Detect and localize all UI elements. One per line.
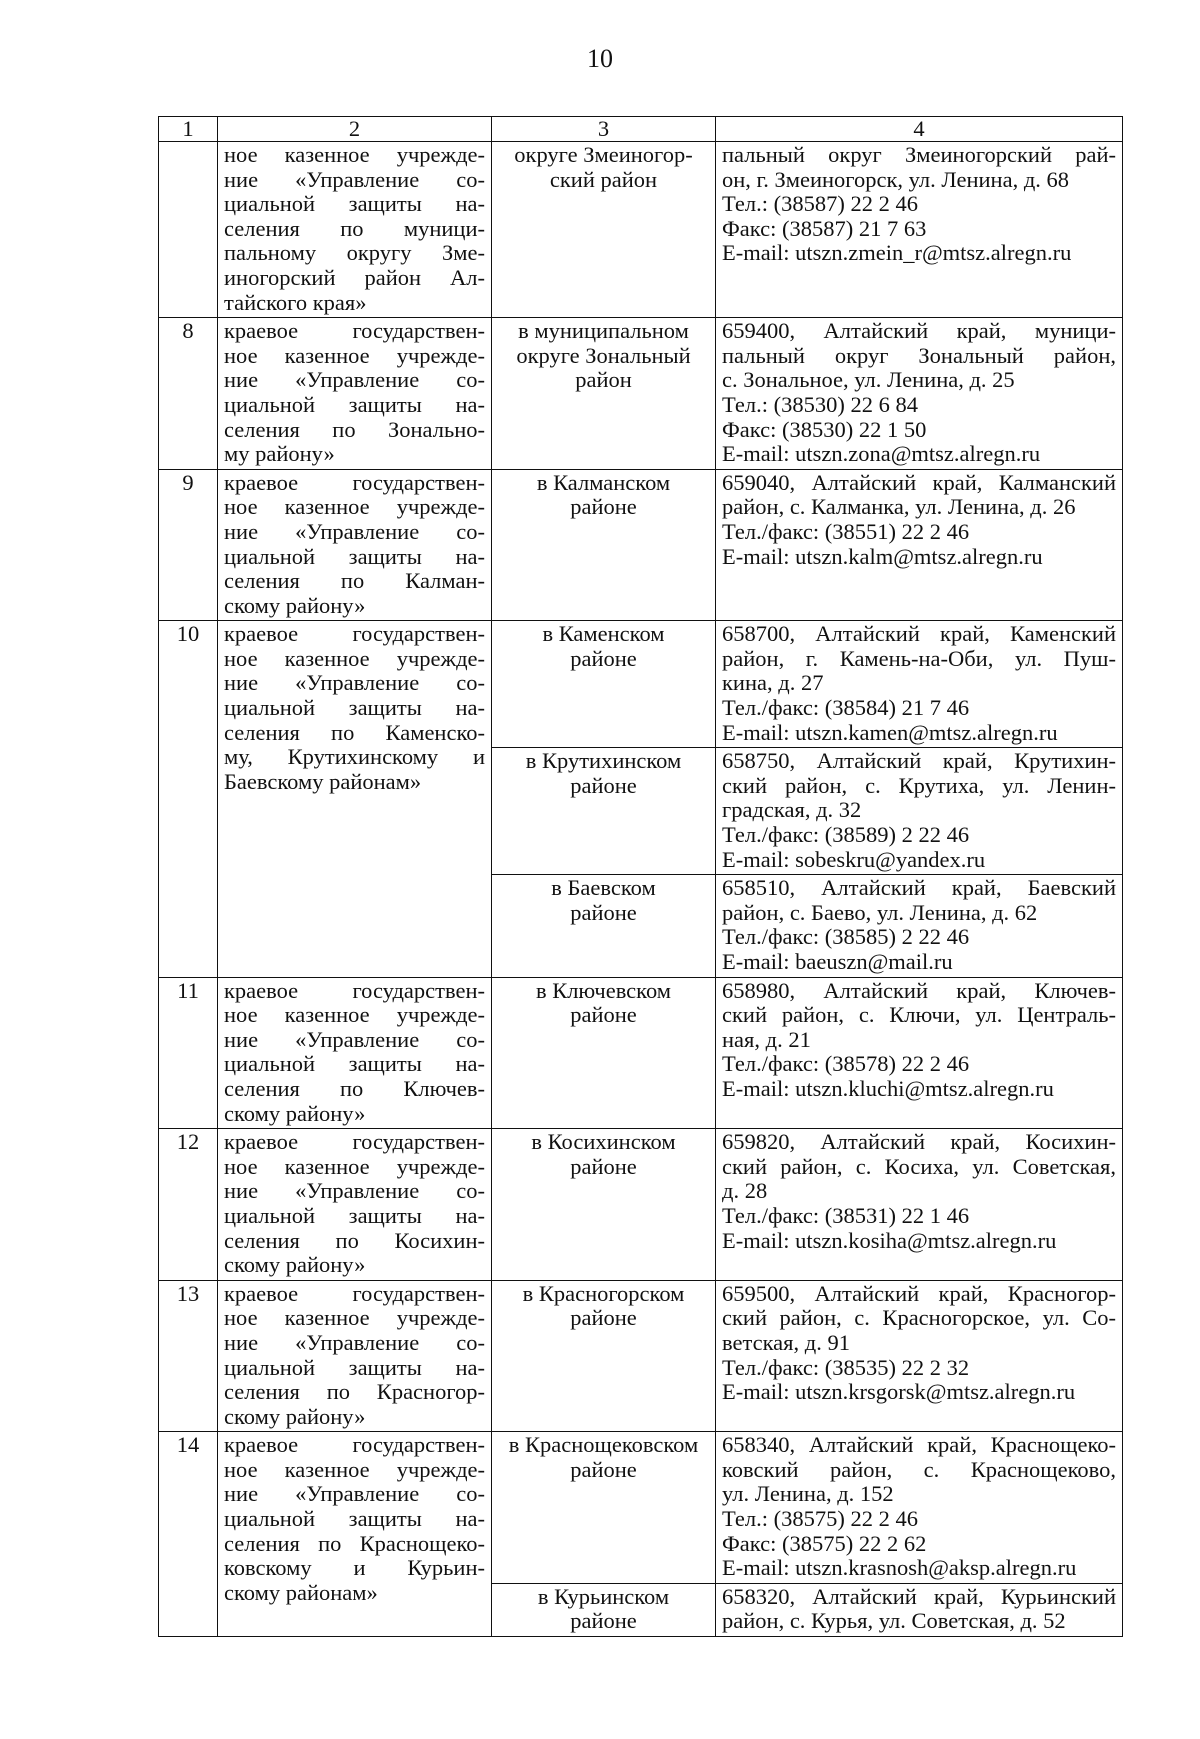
contact-line: Тел./факс: (38578) 22 2 46 xyxy=(722,1051,970,1077)
table-row xyxy=(159,1129,1123,1281)
text-line: районе xyxy=(570,494,637,520)
row-number: 14 xyxy=(159,1432,218,1637)
text-line: циальной защиты на- xyxy=(224,391,485,417)
text-line: селения по Зонально- xyxy=(224,416,485,442)
district-location xyxy=(492,1432,716,1584)
text-line: районе xyxy=(570,1608,637,1634)
district-location xyxy=(492,621,716,748)
contact-line: Тел./факс: (38585) 2 22 46 xyxy=(722,924,970,950)
text-line: тайского края» xyxy=(224,289,367,315)
text-line: районе xyxy=(570,1456,637,1482)
address-line: ский район, с. Косиха, ул. Советская, xyxy=(722,1153,1116,1179)
address-line: район, с. Калманка, ул. Ленина, д. 26 xyxy=(722,494,1076,520)
address-line: 659040, Алтайский край, Калманский xyxy=(722,469,1116,495)
address-line: ский район, с. Красногорское, ул. Со- xyxy=(722,1305,1116,1331)
table-row xyxy=(159,318,1123,470)
address-line: с. Зональное, ул. Ленина, д. 25 xyxy=(722,367,1015,393)
text-line: ное казенное учрежде- xyxy=(224,1305,485,1331)
address-line: пальный округ Зональный район, xyxy=(722,342,1116,368)
text-line: ное казенное учрежде- xyxy=(224,494,485,520)
contact-line: Тел.: (38530) 22 6 84 xyxy=(722,391,918,417)
text-line: ние «Управление со- xyxy=(224,367,485,393)
address-line: пальный округ Змеиногорский рай- xyxy=(722,142,1116,167)
district-location xyxy=(492,318,716,470)
contact-line: E-mail: utszn.krsgorsk@mtsz.alregn.ru xyxy=(722,1379,1076,1405)
contact-line: Факс: (38575) 22 2 62 xyxy=(722,1530,927,1556)
text-line: районе xyxy=(570,645,637,671)
text-line: ние «Управление со- xyxy=(224,1481,485,1507)
text-line: в Курьинском xyxy=(537,1583,670,1609)
text-line: районе xyxy=(570,1305,637,1331)
table-row xyxy=(159,1432,1123,1584)
address-line: 659400, Алтайский край, муници- xyxy=(722,318,1116,344)
text-line: селения по Краснощеко- xyxy=(224,1530,485,1556)
contact-address xyxy=(716,1129,1123,1281)
text-line: ное казенное учрежде- xyxy=(224,645,485,671)
row-number: 12 xyxy=(159,1129,218,1281)
text-line: селения по Ключев- xyxy=(224,1075,485,1101)
contact-line: Тел./факс: (38551) 22 2 46 xyxy=(722,518,970,544)
text-line: краевое государствен- xyxy=(224,621,485,647)
text-line: ский район xyxy=(549,166,658,192)
address-line: д. 28 xyxy=(722,1178,768,1204)
address-line: градская, д. 32 xyxy=(722,797,862,823)
text-line: ние «Управление со- xyxy=(224,670,485,696)
text-line: в муниципальном xyxy=(518,318,689,344)
column-number-4: 4 xyxy=(716,117,1123,142)
text-line: ние «Управление со- xyxy=(224,1178,485,1204)
text-line: скому району» xyxy=(224,592,366,618)
row-number: 9 xyxy=(159,469,218,621)
social-protection-offices-table xyxy=(158,116,1123,1637)
text-line: в Краснощековском xyxy=(508,1432,699,1458)
text-line: циальной защиты на- xyxy=(224,1506,485,1532)
text-line: циальной защиты на- xyxy=(224,695,485,721)
institution-name xyxy=(218,977,492,1129)
institution-name xyxy=(218,1129,492,1281)
row-number xyxy=(159,142,218,318)
contact-line: E-mail: sobeskru@yandex.ru xyxy=(722,846,986,872)
address-line: ковский район, с. Краснощеково, xyxy=(722,1456,1116,1482)
text-line: ное казенное учрежде- xyxy=(224,342,485,368)
address-line: 659820, Алтайский край, Косихин- xyxy=(722,1129,1116,1155)
text-line: в Баевском xyxy=(551,875,656,901)
contact-address xyxy=(716,748,1123,875)
contact-line: E-mail: utszn.kamen@mtsz.alregn.ru xyxy=(722,719,1058,745)
text-line: районе xyxy=(570,899,637,925)
contact-line: E-mail: baeuszn@mail.ru xyxy=(722,949,953,974)
text-line: ковскому и Курьин- xyxy=(224,1555,485,1581)
text-line: в Крутихинском xyxy=(525,748,682,774)
institution-name xyxy=(218,142,492,318)
address-line: 658980, Алтайский край, Ключев- xyxy=(722,977,1116,1003)
address-line: 659500, Алтайский край, Красногор- xyxy=(722,1280,1116,1306)
district-location xyxy=(492,469,716,621)
text-line: краевое государствен- xyxy=(224,977,485,1003)
text-line: районе xyxy=(570,772,637,798)
text-line: ние «Управление со- xyxy=(224,1026,485,1052)
text-line: селения по Калман- xyxy=(224,568,485,594)
text-line: ное казенное учрежде- xyxy=(224,142,485,167)
text-line: селения по муници- xyxy=(224,215,485,241)
institution-name xyxy=(218,469,492,621)
text-line: районе xyxy=(570,1002,637,1028)
contact-line: E-mail: utszn.krasnosh@aksp.alregn.ru xyxy=(722,1555,1077,1581)
table-row xyxy=(159,469,1123,621)
text-line: селения по Косихин- xyxy=(224,1227,485,1253)
table-row xyxy=(159,977,1123,1129)
text-line: в Каменском xyxy=(542,621,665,647)
contact-line: Тел.: (38575) 22 2 46 xyxy=(722,1506,918,1532)
text-line: селения по Каменско- xyxy=(224,719,485,745)
contact-address xyxy=(716,469,1123,621)
institution-name xyxy=(218,621,492,977)
contact-line: E-mail: utszn.zmein_r@mtsz.alregn.ru xyxy=(722,240,1072,266)
contact-line: Тел./факс: (38589) 2 22 46 xyxy=(722,822,970,848)
contact-line: Факс: (38587) 21 7 63 xyxy=(722,215,927,241)
text-line: циальной защиты на- xyxy=(224,1051,485,1077)
contact-address xyxy=(716,621,1123,748)
row-number: 8 xyxy=(159,318,218,470)
text-line: в Красногорском xyxy=(522,1280,685,1306)
text-line: ное казенное учрежде- xyxy=(224,1153,485,1179)
district-location xyxy=(492,977,716,1129)
address-line: район, с. Курья, ул. Советская, д. 52 xyxy=(722,1608,1066,1634)
text-line: районе xyxy=(570,1153,637,1179)
row-number: 11 xyxy=(159,977,218,1129)
district-location xyxy=(492,1280,716,1432)
text-line: краевое государствен- xyxy=(224,318,485,344)
address-line: он, г. Змеиногорск, ул. Ленина, д. 68 xyxy=(722,166,1070,192)
page-number: 10 xyxy=(587,44,613,73)
text-line: ное казенное учрежде- xyxy=(224,1002,485,1028)
contact-line: Факс: (38530) 22 1 50 xyxy=(722,416,927,442)
address-line: ский район, с. Крутиха, ул. Ленин- xyxy=(722,772,1116,798)
text-line: циальной защиты на- xyxy=(224,191,485,217)
column-number-1: 1 xyxy=(159,117,218,142)
text-line: ние «Управление со- xyxy=(224,518,485,544)
contact-address xyxy=(716,977,1123,1129)
text-line: округе Змеиногор- xyxy=(514,142,693,167)
text-line: ное казенное учрежде- xyxy=(224,1456,485,1482)
text-line: скому районам» xyxy=(224,1579,378,1605)
contact-address xyxy=(716,875,1123,977)
text-line: краевое государствен- xyxy=(224,1280,485,1306)
address-line: район, г. Камень-на-Оби, ул. Пуш- xyxy=(722,645,1116,671)
address-line: ул. Ленина, д. 152 xyxy=(722,1481,894,1507)
table-row xyxy=(159,1280,1123,1432)
text-line: му району» xyxy=(224,441,335,467)
address-line: 658510, Алтайский край, Баевский xyxy=(722,875,1116,901)
address-line: ветская, д. 91 xyxy=(722,1329,850,1355)
table-row xyxy=(159,621,1123,748)
text-line: краевое государствен- xyxy=(224,469,485,495)
contact-line: E-mail: utszn.kosiha@mtsz.alregn.ru xyxy=(722,1227,1057,1253)
district-location xyxy=(492,142,716,318)
text-line: му, Крутихинскому и xyxy=(224,744,485,770)
text-line: циальной защиты на- xyxy=(224,543,485,569)
district-location xyxy=(492,748,716,875)
text-line: циальной защиты на- xyxy=(224,1202,485,1228)
address-line: район, с. Баево, ул. Ленина, д. 62 xyxy=(722,899,1038,925)
contact-address xyxy=(716,318,1123,470)
text-line: иногорский район Ал- xyxy=(224,264,485,290)
contact-line: Тел./факс: (38531) 22 1 46 xyxy=(722,1202,970,1228)
text-line: ние «Управление со- xyxy=(224,166,485,192)
contact-address xyxy=(716,1280,1123,1432)
row-number: 13 xyxy=(159,1280,218,1432)
contact-line: Тел./факс: (38535) 22 2 32 xyxy=(722,1354,970,1380)
contact-line: Тел./факс: (38584) 21 7 46 xyxy=(722,695,970,721)
text-line: в Ключевском xyxy=(535,977,672,1003)
text-line: в Калманском xyxy=(536,469,671,495)
contact-line: E-mail: utszn.zona@mtsz.alregn.ru xyxy=(722,441,1041,467)
address-line: 658700, Алтайский край, Каменский xyxy=(722,621,1116,647)
column-number-2: 2 xyxy=(218,117,492,142)
table-header-row xyxy=(159,117,1123,142)
institution-name xyxy=(218,1432,492,1637)
address-line: 658320, Алтайский край, Курьинский xyxy=(722,1583,1116,1609)
district-location xyxy=(492,875,716,977)
text-line: скому району» xyxy=(224,1403,366,1429)
text-line: Баевскому районам» xyxy=(224,768,422,794)
column-number-3: 3 xyxy=(492,117,716,142)
text-line: селения по Красногор- xyxy=(224,1379,485,1405)
text-line: в Косихинском xyxy=(531,1129,676,1155)
contact-line: Тел.: (38587) 22 2 46 xyxy=(722,191,918,217)
institution-name xyxy=(218,318,492,470)
contact-address xyxy=(716,1583,1123,1636)
text-line: пальному округу Зме- xyxy=(224,240,485,266)
text-line: скому району» xyxy=(224,1252,366,1278)
text-line: район xyxy=(575,367,632,393)
address-line: 658750, Алтайский край, Крутихин- xyxy=(722,748,1116,774)
text-line: краевое государствен- xyxy=(224,1129,485,1155)
address-line: ная, д. 21 xyxy=(722,1026,811,1052)
address-line: 658340, Алтайский край, Краснощеко- xyxy=(722,1432,1116,1458)
text-line: краевое государствен- xyxy=(224,1432,485,1458)
address-line: ский район, с. Ключи, ул. Централь- xyxy=(722,1002,1116,1028)
contact-address xyxy=(716,142,1123,318)
text-line: округе Зональный xyxy=(516,342,691,368)
address-line: кина, д. 27 xyxy=(722,670,824,696)
text-line: циальной защиты на- xyxy=(224,1354,485,1380)
table-row xyxy=(159,142,1123,318)
contact-line: E-mail: utszn.kluchi@mtsz.alregn.ru xyxy=(722,1075,1054,1101)
institution-name xyxy=(218,1280,492,1432)
district-location xyxy=(492,1129,716,1281)
text-line: ние «Управление со- xyxy=(224,1329,485,1355)
contact-address xyxy=(716,1432,1123,1584)
district-location xyxy=(492,1583,716,1636)
text-line: скому району» xyxy=(224,1100,366,1126)
contact-line: E-mail: utszn.kalm@mtsz.alregn.ru xyxy=(722,543,1043,569)
row-number: 10 xyxy=(159,621,218,977)
